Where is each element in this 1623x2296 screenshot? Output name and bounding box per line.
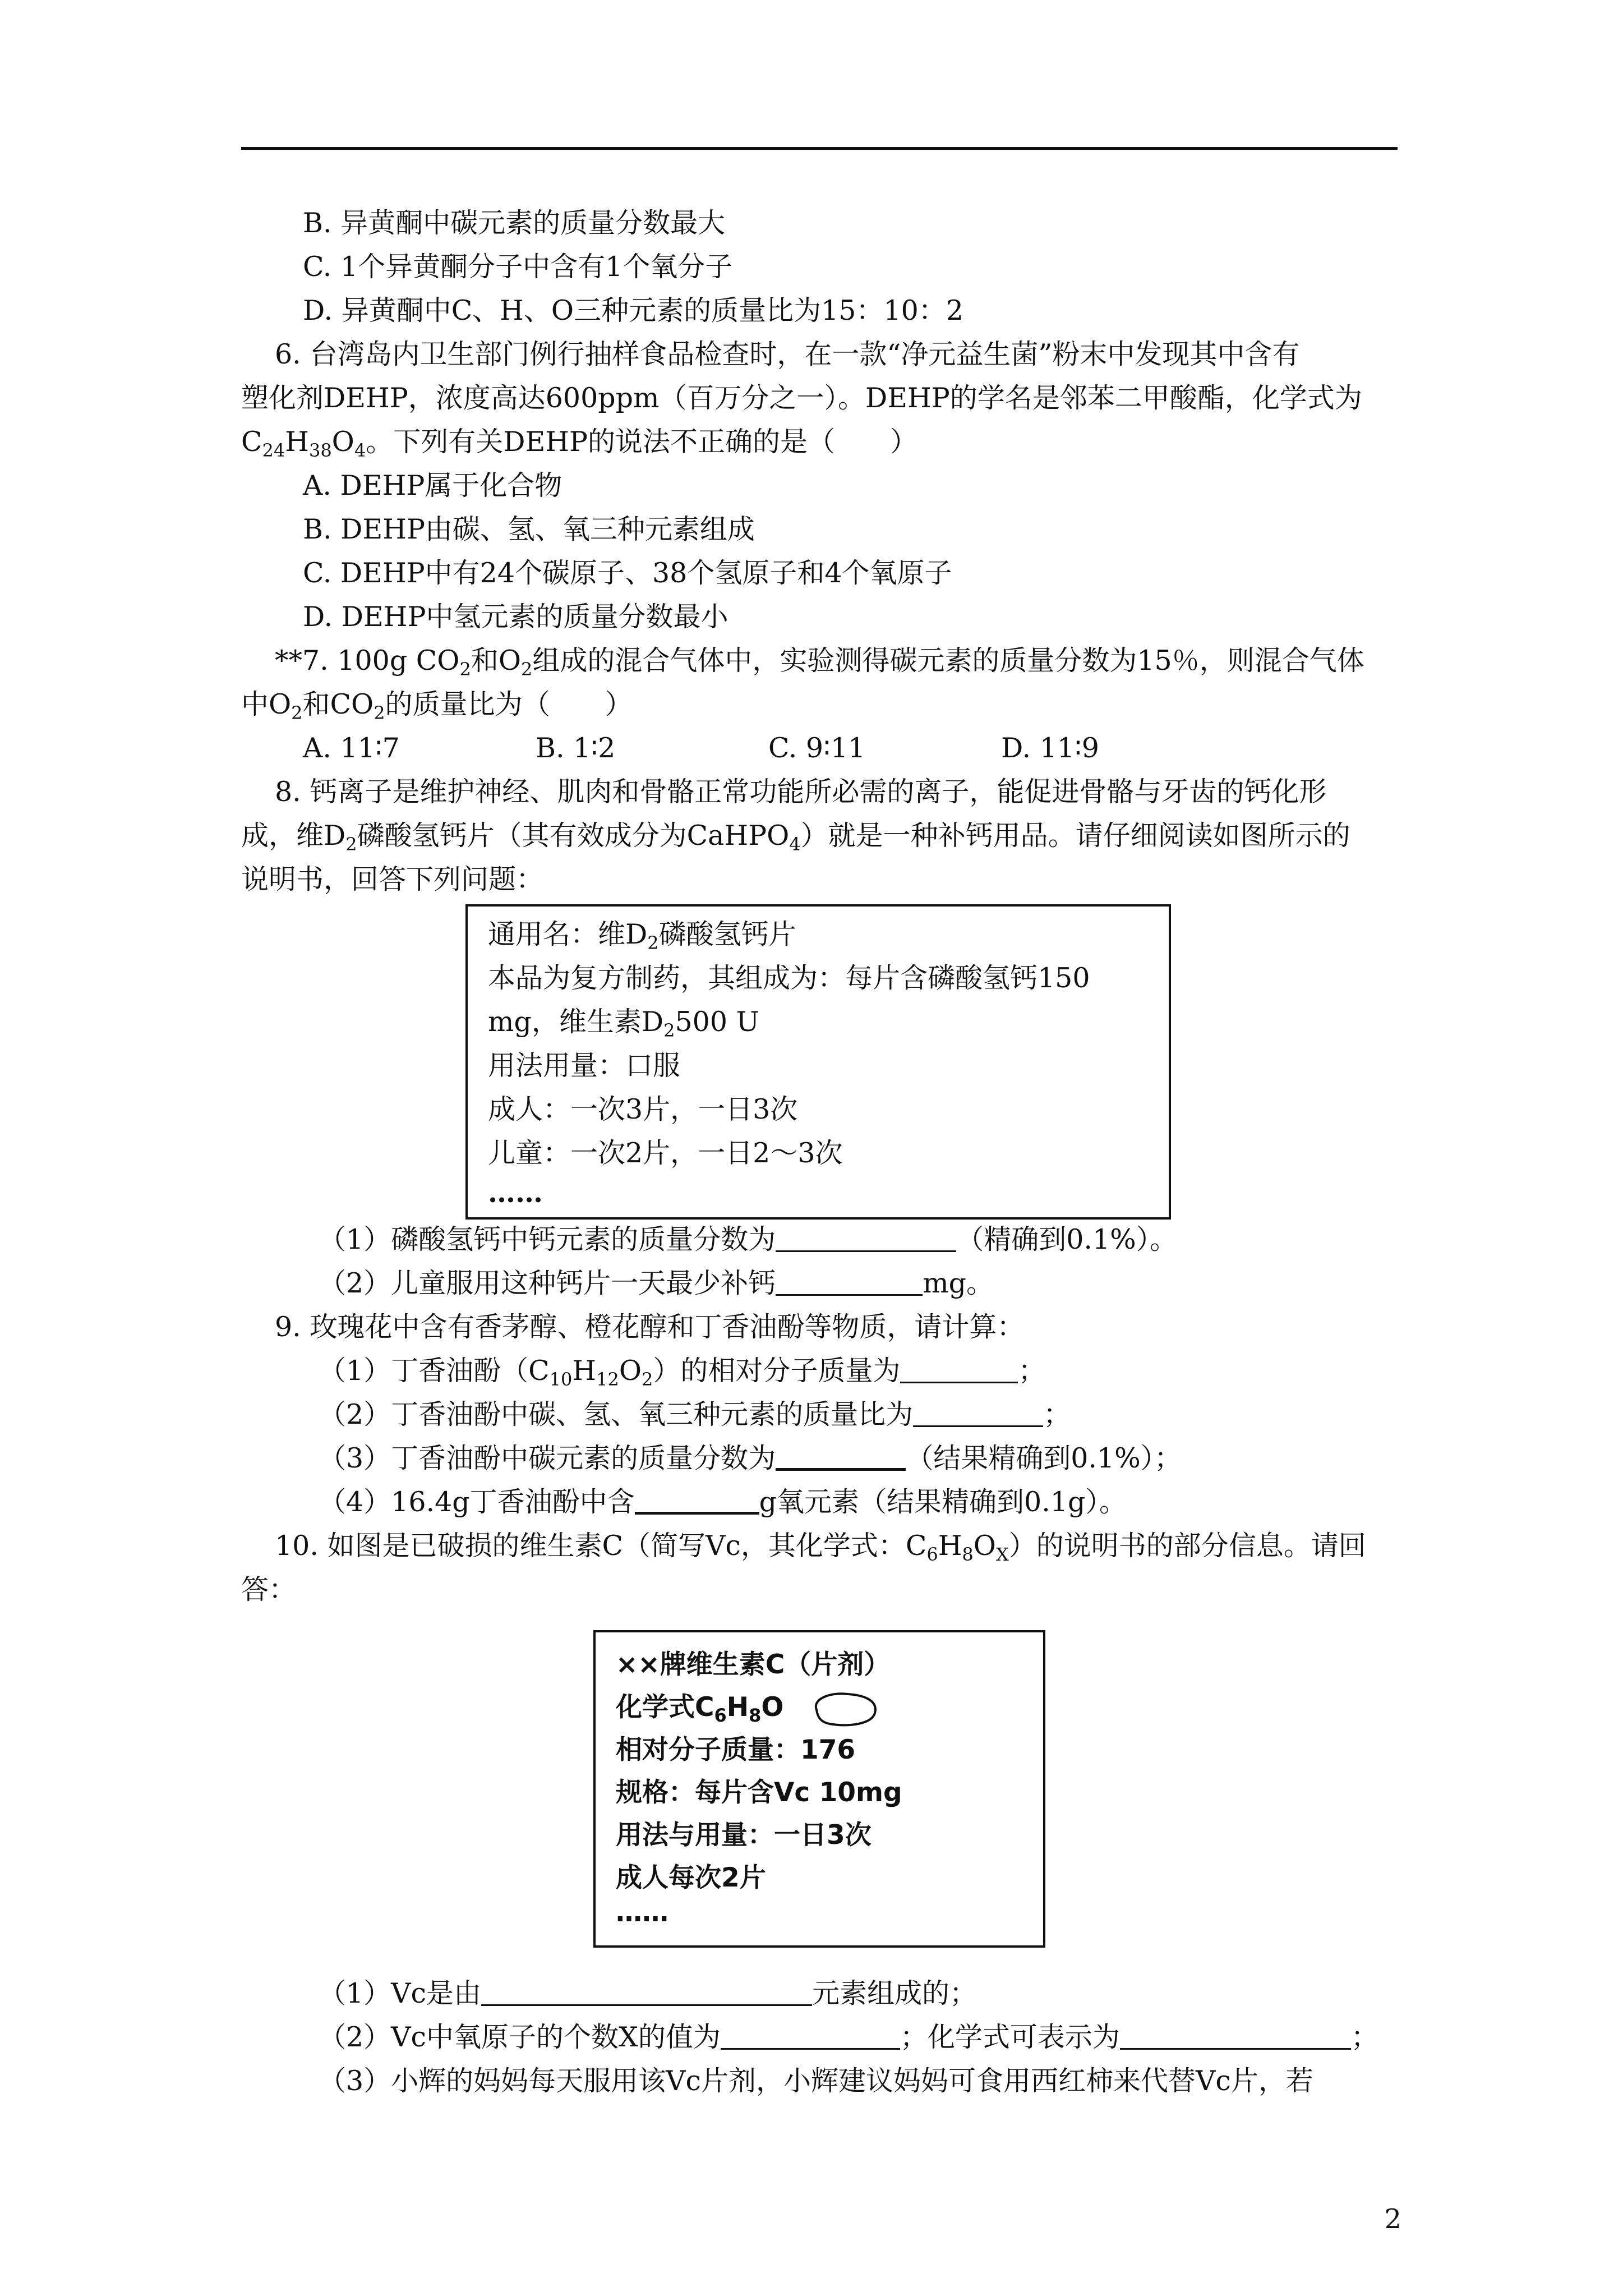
header-rule (241, 147, 1398, 150)
q6-option-a: A. DEHP属于化合物 (303, 470, 562, 501)
q9-stem: 9. 玫瑰花中含有香茅醇、橙花醇和丁香油酚等物质，请计算： (275, 1311, 1025, 1343)
q6-option-b: B. DEHP由碳、氢、氧三种元素组成 (303, 513, 755, 545)
q10-box-adult-dose: 成人每次2片 (616, 1862, 766, 1893)
q10-box-ellipsis: …… (616, 1897, 668, 1928)
answer-blank[interactable] (1120, 2022, 1351, 2050)
q10-sub-1: （1）Vc是由 元素组成的； (319, 1977, 978, 2009)
answer-blank[interactable] (481, 1978, 812, 2006)
q7-option-c: C. 9∶11 (768, 732, 866, 764)
q10-stem-line-1: 10. 如图是已破损的维生素C（简写Vc，其化学式：$C_6H_8O_X$）的说明书的部分信息。请回 (275, 1530, 1366, 1565)
q8-box-composition: 本品为复方制药，其组成为：每片含磷酸氢钙150 (488, 962, 1090, 994)
answer-blank[interactable] (635, 1486, 759, 1515)
q10-box-formula: 化学式$C_6H_8O$ (616, 1692, 784, 1726)
q8-medicine-label-box (465, 904, 1171, 1220)
answer-blank[interactable] (721, 2022, 900, 2050)
q8-box-ellipsis: …… (488, 1176, 543, 1209)
damaged-blot-shape (809, 1691, 880, 1728)
q6-stem-line-2: 塑化剂DEHP，浓度高达600ppm（百万分之一）。DEHP的学名是邻苯二甲酸酯，化学式为 (241, 382, 1362, 414)
q8-box-usage: 用法用量：口服 (488, 1050, 681, 1082)
q10-box-molecular-mass: 相对分子质量：176 (616, 1734, 856, 1765)
answer-blank[interactable] (776, 1442, 906, 1471)
q6-stem-line-1: 6. 台湾岛内卫生部门例行抽样食品检查时，在一款“净元益生菌”粉末中发现其中含有 (275, 338, 1300, 370)
q7-stem-line-2: 中$O_2$和$CO_2$的质量比为（ ） (241, 688, 633, 724)
answer-blank[interactable] (776, 1268, 923, 1296)
q8-box-generic-name: 通用名：维$D_2$磷酸氢钙片 (488, 918, 796, 954)
q6-stem-line-3: $C_{24}H_{38}O_4$。下列有关DEHP的说法不正确的是（ ） (241, 426, 917, 461)
answer-blank[interactable] (913, 1400, 1043, 1427)
q10-sub-3: （3）小辉的妈妈每天服用该Vc片剂，小辉建议妈妈可食用西红柿来代替Vc片，若 (319, 2065, 1313, 2097)
q8-stem-line-1: 8. 钙离子是维护神经、肌肉和骨骼正常功能所必需的离子，能促进骨骼与牙齿的钙化形 (275, 776, 1327, 808)
q5-option-b: B. 异黄酮中碳元素的质量分数最大 (303, 207, 726, 239)
answer-blank[interactable] (900, 1356, 1018, 1383)
q10-sub-2: （2）Vc中氧原子的个数X的值为 ；化学式可表示为 ； (319, 2021, 1378, 2053)
q7-stem-line-1: **7. 100g $CO_2$和$O_2$组成的混合气体中，实验测得碳元素的质量分数为15％，则混合气体 (275, 645, 1364, 680)
q10-box-title: ××牌维生素C（片剂） (616, 1649, 891, 1680)
q10-stem-line-2: 答： (241, 1573, 297, 1605)
q8-box-adult-dose: 成人：一次3片，一日3次 (488, 1093, 798, 1125)
q5-option-c: C. 1个异黄酮分子中含有1个氧分子 (303, 251, 733, 283)
q8-box-composition-cont: mg，维生素$D_2500$ U (488, 1006, 759, 1041)
q9-sub-3: （3）丁香油酚中碳元素的质量分数为 （结果精确到0.1%）； (319, 1442, 1182, 1474)
q8-sub-2: （2）儿童服用这种钙片一天最少补钙 mg。 (319, 1267, 994, 1299)
q6-option-d: D. DEHP中氢元素的质量分数最小 (303, 601, 728, 633)
answer-blank[interactable] (776, 1225, 956, 1252)
q6-option-c: C. DEHP中有24个碳原子、38个氢原子和4个氧原子 (303, 557, 952, 589)
q8-stem-line-3: 说明书，回答下列问题： (241, 863, 544, 895)
q8-stem-line-2: 成，维$D_2$磷酸氢钙片（其有效成分为CaHPO$_4$）就是一种补钙用品。请仔细阅读如图所示的 (241, 820, 1350, 855)
q5-option-d: D. 异黄酮中C、H、O三种元素的质量比为15：10：2 (303, 295, 963, 326)
q8-sub-1: （1）磷酸氢钙中钙元素的质量分数为 （精确到0.1%）。 (319, 1223, 1178, 1255)
q9-sub-2: （2）丁香油酚中碳、氢、氧三种元素的质量比为 ； (319, 1398, 1071, 1430)
q7-option-d: D. 11∶9 (1001, 732, 1099, 764)
q9-sub-1: （1）丁香油酚$(C_{10}H_{12}O_2)$的相对分子质量为 ； (319, 1355, 1046, 1390)
q8-box-child-dose: 儿童：一次2片，一日2～3次 (488, 1137, 843, 1169)
q9-sub-4: （4）16.4g丁香油酚中含 g氧元素（结果精确到0.1g）。 (319, 1486, 1127, 1518)
q7-option-b: B. 1∶2 (536, 732, 616, 764)
page-number: 2 (1384, 2203, 1401, 2235)
q10-box-usage: 用法与用量：一日3次 (616, 1820, 872, 1851)
q7-option-a: A. 11∶7 (303, 732, 400, 764)
q10-box-spec: 规格：每片含Vc 10mg (616, 1777, 902, 1808)
q10-vitamin-label-box (593, 1630, 1045, 1948)
